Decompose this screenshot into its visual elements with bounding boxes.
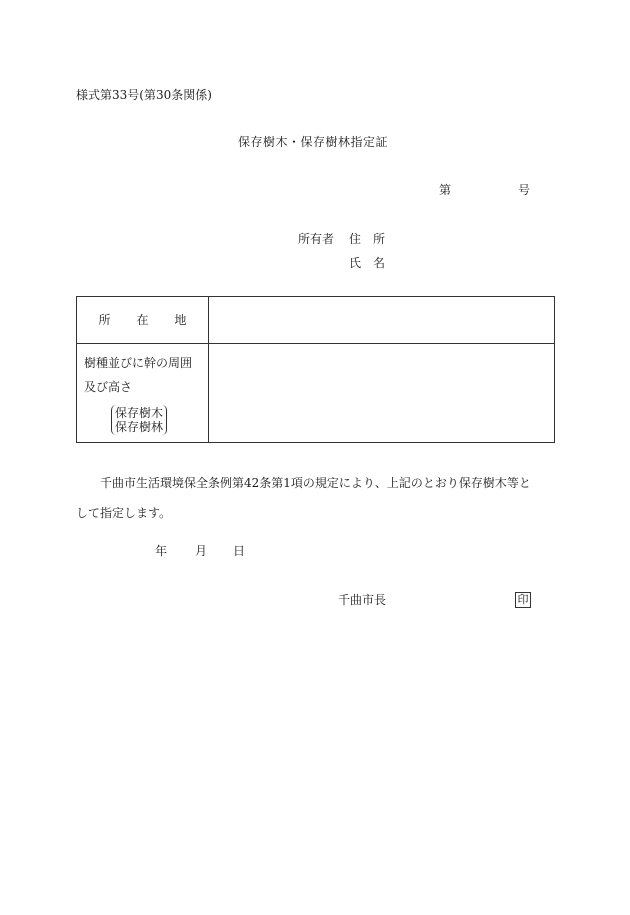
species-label-line1: 樹種並びに幹の周囲 bbox=[84, 356, 193, 370]
form-number: 様式第33号(第30条関係) bbox=[76, 88, 212, 102]
statement-line-2: して指定します。 bbox=[76, 506, 172, 520]
seal-mark: 印 bbox=[515, 592, 531, 608]
location-label-cell bbox=[77, 297, 209, 344]
species-label-line2: 及び高さ bbox=[84, 380, 133, 394]
species-label-cell bbox=[77, 344, 209, 443]
tree-type-bracket bbox=[111, 405, 167, 435]
location-label-char: 地 bbox=[174, 313, 187, 327]
table-row-species bbox=[77, 344, 555, 443]
species-value-cell bbox=[209, 344, 555, 443]
owner-name-label: 氏 名 bbox=[349, 256, 386, 270]
document-title: 保存樹木・保存樹林指定証 bbox=[238, 135, 389, 149]
designation-statement bbox=[76, 468, 556, 528]
certificate-number-prefix: 第 bbox=[439, 183, 452, 197]
issuer-title: 千曲市長 bbox=[338, 593, 387, 607]
info-table bbox=[76, 296, 555, 443]
date-year-label: 年 bbox=[155, 544, 168, 558]
location-label-char: 所 bbox=[98, 313, 111, 327]
tree-type-option-trees: 保存樹木 bbox=[115, 406, 164, 420]
owner-label: 所有者 bbox=[298, 232, 335, 246]
statement-line-1: 千曲市生活環境保全条例第42条第1項の規定により、上記のとおり保存樹木等と bbox=[100, 476, 531, 490]
certificate-number-suffix: 号 bbox=[518, 183, 531, 197]
date-day-label: 日 bbox=[233, 544, 246, 558]
location-value-cell bbox=[209, 297, 555, 344]
owner-address-label: 住 所 bbox=[349, 232, 386, 246]
date-month-label: 月 bbox=[195, 544, 208, 558]
location-label-char: 在 bbox=[136, 313, 149, 327]
table-row-location bbox=[77, 297, 555, 344]
tree-type-option-forest: 保存樹林 bbox=[115, 420, 164, 434]
